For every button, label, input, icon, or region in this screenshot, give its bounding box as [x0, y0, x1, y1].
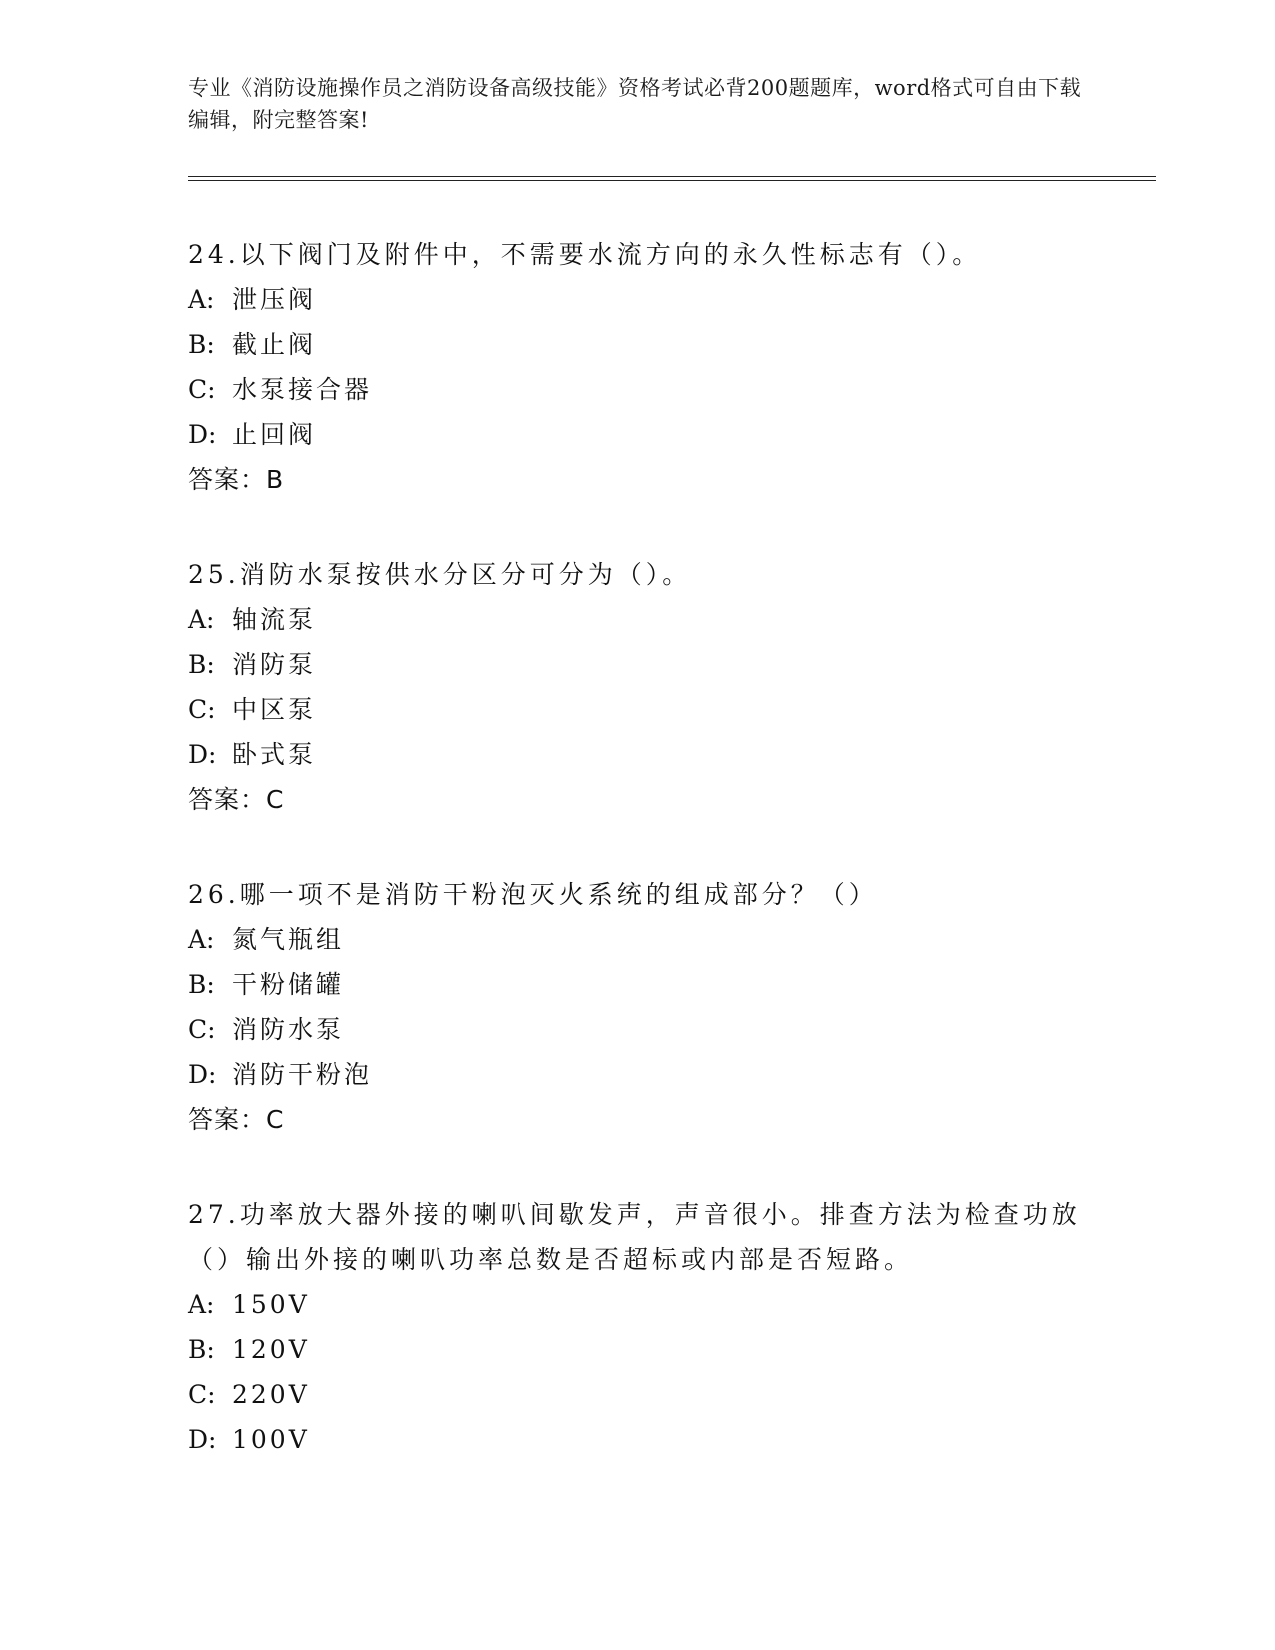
option-a — [188, 917, 1088, 962]
option-letter: B: — [188, 650, 215, 679]
option-c — [188, 367, 1088, 412]
option-a — [188, 597, 1088, 642]
option-text: 中区泵 — [232, 695, 317, 724]
option-letter: B: — [188, 970, 215, 999]
question-26 — [188, 872, 1088, 1142]
option-text: 泄压阀 — [232, 285, 317, 314]
option-letter: D: — [188, 420, 217, 449]
option-letter: D: — [188, 740, 217, 769]
option-d — [188, 1052, 1088, 1097]
option-text: 干粉储罐 — [232, 970, 345, 999]
option-letter: C: — [188, 375, 216, 404]
option-a — [188, 277, 1088, 322]
option-c — [188, 687, 1088, 732]
option-c — [188, 1372, 1088, 1417]
option-letter: B: — [188, 1335, 215, 1364]
header-double-rule — [188, 176, 1156, 181]
option-a — [188, 1282, 1088, 1327]
option-b — [188, 322, 1088, 367]
option-text: 消防干粉泡 — [232, 1060, 373, 1089]
option-text: 消防泵 — [232, 650, 317, 679]
option-b — [188, 962, 1088, 1007]
answer-line: 答案：B — [188, 465, 285, 494]
answer-line: 答案：C — [188, 1105, 285, 1134]
option-c — [188, 1007, 1088, 1052]
option-letter: C: — [188, 1380, 216, 1409]
question-stem: 27.功率放大器外接的喇叭间歇发声，声音很小。排查方法为检查功放（）输出外接的喇叭功率总数是否超标或内部是否短路。 — [188, 1200, 1081, 1274]
question-24 — [188, 232, 1088, 502]
option-text: 220V — [232, 1380, 310, 1409]
option-text: 消防水泵 — [232, 1015, 345, 1044]
option-text: 截止阀 — [232, 330, 317, 359]
option-letter: C: — [188, 695, 216, 724]
header-text: 专业《消防设施操作员之消防设备高级技能》资格考试必背200题题库，word格式可自由下载编辑，附完整答案! — [188, 76, 1082, 132]
option-d — [188, 1417, 1088, 1462]
option-letter: D: — [188, 1425, 217, 1454]
option-b — [188, 642, 1088, 687]
option-text: 止回阀 — [232, 420, 317, 449]
option-d — [188, 412, 1088, 457]
question-stem: 25.消防水泵按供水分区分可分为（）。 — [188, 560, 692, 589]
option-letter: A: — [188, 925, 215, 954]
option-text: 150V — [232, 1290, 310, 1319]
option-letter: C: — [188, 1015, 216, 1044]
option-letter: D: — [188, 1060, 217, 1089]
option-text: 100V — [232, 1425, 310, 1454]
question-27 — [188, 1192, 1088, 1462]
option-text: 120V — [232, 1335, 310, 1364]
option-letter: A: — [188, 285, 215, 314]
answer-line: 答案：C — [188, 785, 285, 814]
option-text: 水泵接合器 — [232, 375, 373, 404]
option-text: 氮气瓶组 — [232, 925, 345, 954]
option-d — [188, 732, 1088, 777]
option-letter: A: — [188, 1290, 215, 1319]
option-letter: B: — [188, 330, 215, 359]
question-stem: 26.哪一项不是消防干粉泡灭火系统的组成部分？（） — [188, 880, 878, 909]
option-text: 卧式泵 — [232, 740, 317, 769]
question-stem: 24.以下阀门及附件中，不需要水流方向的永久性标志有（）。 — [188, 240, 982, 269]
question-25 — [188, 552, 1088, 822]
option-letter: A: — [188, 605, 215, 634]
document-header — [188, 72, 1088, 136]
option-b — [188, 1327, 1088, 1372]
option-text: 轴流泵 — [232, 605, 317, 634]
